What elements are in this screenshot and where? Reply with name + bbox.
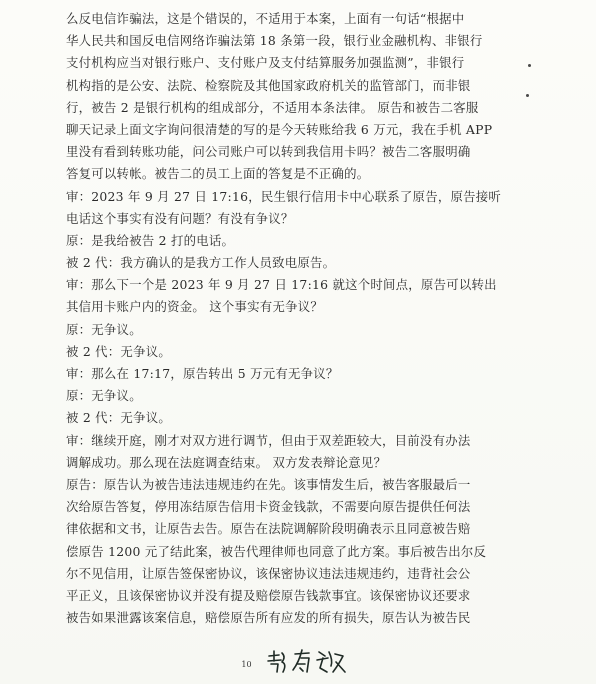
page-number: 10 <box>241 659 252 669</box>
text-line: 律依据和文书，让原告去告。原告在法院调解阶段明确表示且同意被告赔 <box>66 521 471 537</box>
scan-speck <box>526 94 529 97</box>
signature-icon <box>265 648 355 676</box>
text-line: 原：无争议。 <box>66 388 142 404</box>
text-line: 支付机构应当对银行账户、支付账户及支付结算服务加强监测”，非银行 <box>66 55 465 71</box>
text-line: 被 2 代：无争议。 <box>66 410 171 426</box>
text-line: 被告如果泄露该案信息，赔偿原告所有应发的所有损失，原告认为被告民 <box>66 610 471 626</box>
text-line: 审：那么在 17:17，原告转出 5 万元有无争议？ <box>66 366 339 381</box>
text-line: 被 2 代：我方确认的是我方工作人员致电原告。 <box>66 255 336 271</box>
text-line: 调解成功。那么现在法庭调查结束。 双方发表辩论意见？ <box>66 454 387 470</box>
text-line: 平正义，且该保密协议并没有提及赔偿原告钱款事宜。该保密协议还要求 <box>66 587 471 603</box>
text-line: 审：继续开庭，刚才对双方进行调节，但由于双差距较大，目前没有办法 <box>66 432 471 448</box>
text-line: 机构指的是公安、法院、检察院及其他国家政府机关的监管部门，而非银 <box>66 77 471 93</box>
text-line: 原告：原告认为被告违法违规违约在先。该事情发生后，被告客服最后一 <box>66 476 471 492</box>
handwritten-signature <box>265 648 355 680</box>
text-line: 被 2 代：无争议。 <box>66 343 171 359</box>
text-line: 审：2023 年 9 月 27 日 17:16，民生银行信用卡中心联系了原告，原告接听 <box>66 188 502 204</box>
text-line: 次给原告答复，停用冻结原告信用卡资金钱款，不需要向原告提供任何法 <box>66 499 471 515</box>
text-line: 偿原告 1200 元了结此案，被告代理律师也同意了此方案。事后被告出尔反 <box>66 543 487 559</box>
text-line: 电话这个事实有没有问题？有没有争议？ <box>66 210 294 226</box>
text-line: 原：是我给被告 2 打的电话。 <box>66 232 235 248</box>
text-line: 华人民共和国反电信网络诈骗法第 18 条第一段，银行业金融机构、非银行 <box>66 33 483 49</box>
text-line: 行，被告 2 是银行机构的组成部分，不适用本条法律。 原告和被告二客服 <box>66 99 479 115</box>
page-footer <box>0 648 596 678</box>
text-line: 聊天记录上面文字询问很清楚的写的是今天转账给我 6 万元，我在手机 APP <box>66 121 493 137</box>
text-line: 么反电信诈骗法，这是个错误的，不适用于本案，上面有一句话“根据中 <box>66 11 465 26</box>
text-line: 审：那么下一个是 2023 年 9 月 27 日 17:16 就这个时间点，原告可以转出 <box>66 277 497 293</box>
text-line: 其信用卡账户内的资金。 这个事实有无争议？ <box>66 299 324 315</box>
document-body <box>66 8 538 629</box>
scan-speck <box>528 64 531 67</box>
text-line: 答复可以转帐。被告二的员工上面的答复是不正确的。 <box>66 166 370 182</box>
text-line: 尔不见信用，让原告签保密协议，该保密协议违法违规违约，违背社会公 <box>66 565 471 581</box>
text-line: 里没有看到转账功能，问公司账户可以转到我信用卡吗？被告二客服明确 <box>66 144 471 160</box>
text-line: 原：无争议。 <box>66 321 142 337</box>
